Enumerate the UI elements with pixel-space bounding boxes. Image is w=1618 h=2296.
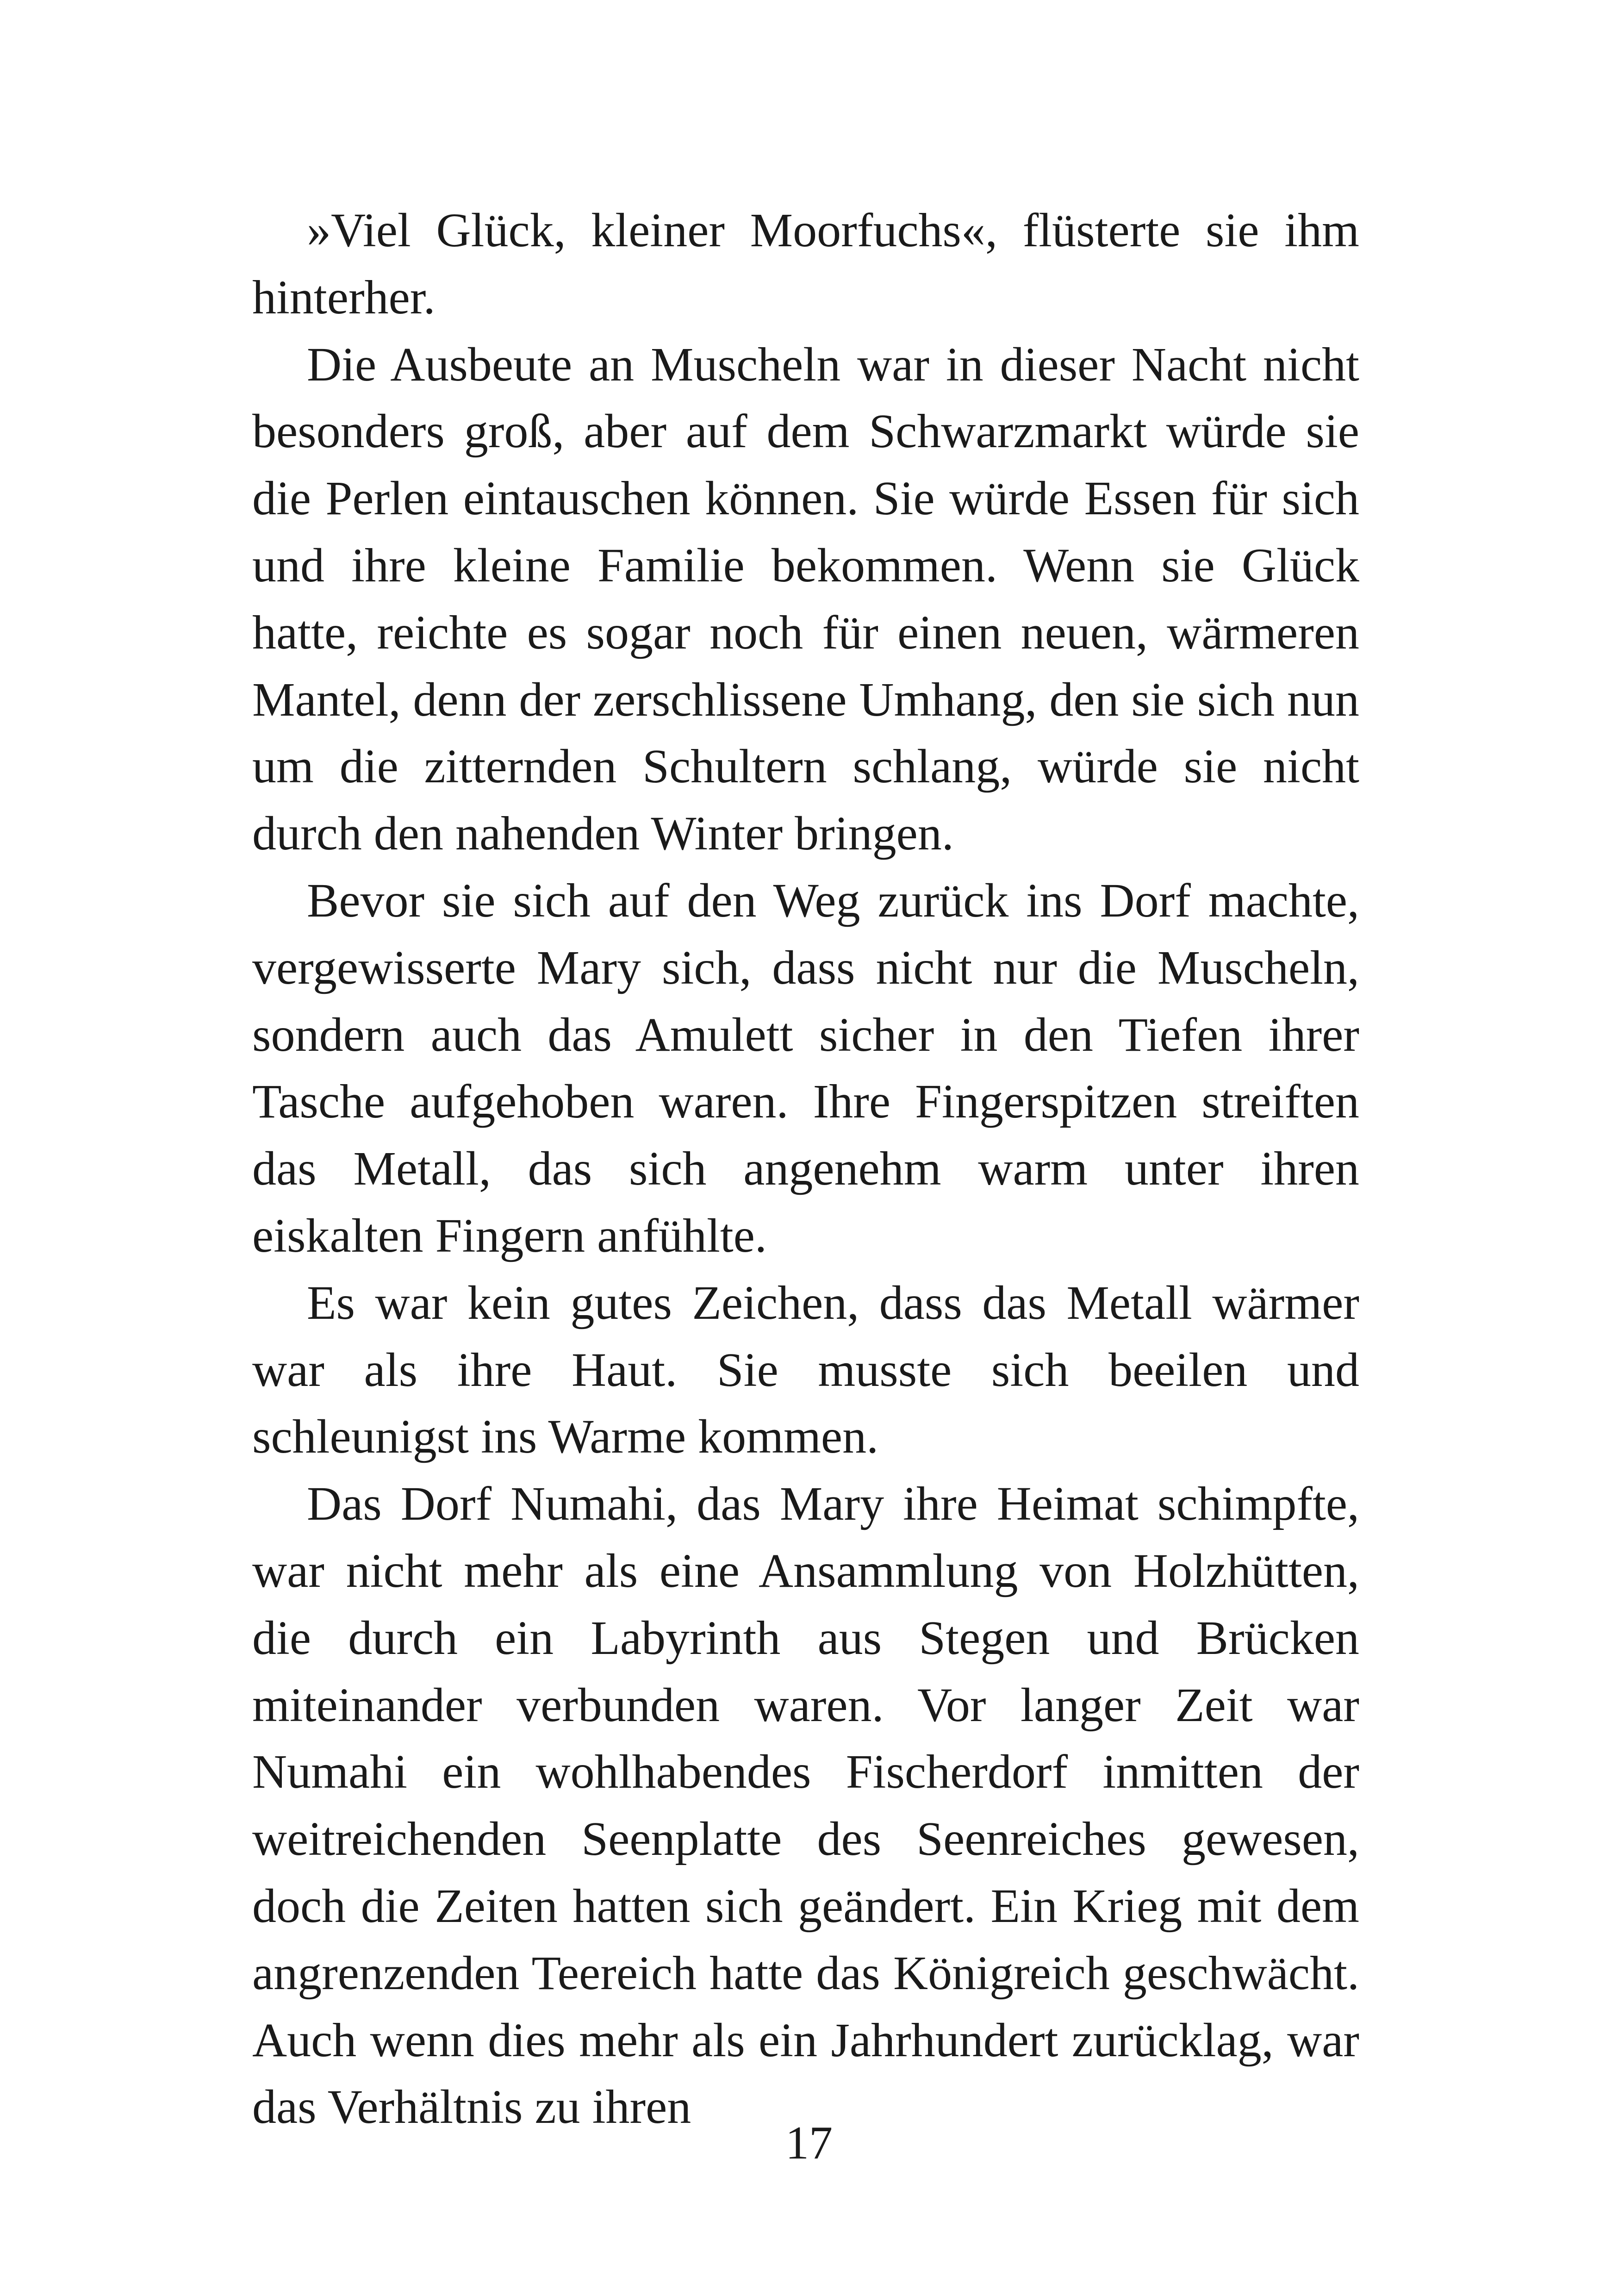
- page-number: 17: [785, 2117, 833, 2169]
- paragraph: Die Ausbeute an Muscheln war in dieser Nacht nicht besonders groß, aber auf dem Schwarzmarkt würde sie die Perlen eintauschen können. Sie würde Essen für sich und ihre kleine Familie bekommen. Wenn sie Glück hatte, reichte es sogar noch für einen neuen, wärmeren Mantel, denn der zerschlissene Umhang, den sie sich nun um die zitternden Schultern schlang, würde sie nicht durch den nahenden Winter bringen.: [252, 337, 1359, 861]
- paragraph: Das Dorf Numahi, das Mary ihre Heimat schimpfte, war nicht mehr als eine Ansammlung von Holzhütten, die durch ein Labyrinth aus Stegen und Brücken miteinander verbunden waren. Vor langer Zeit war Numahi ein wohlhabendes Fischerdorf inmitten der weitreichenden Seenplatte des Seenreiches gewesen, doch die Zeiten hatten sich geändert. Ein Krieg mit dem angrenzenden Teereich hatte das Königreich geschwächt. Auch wenn dies mehr als ein Jahrhundert zurücklag, war das Verhältnis zu ihren: [252, 1477, 1359, 2134]
- paragraph: »Viel Glück, kleiner Moorfuchs«, flüsterte sie ihm hinterher.: [252, 204, 1359, 324]
- paragraph: Bevor sie sich auf den Weg zurück ins Dorf machte, vergewisserte Mary sich, dass nicht nur die Muscheln, sondern auch das Amulett sicher in den Tiefen ihrer Tasche aufgehoben waren. Ihre Fingerspitzen streiften das Metall, das sich angenehm warm unter ihren eiskalten Fingern anfühlte.: [252, 873, 1359, 1262]
- paragraph: Es war kein gutes Zeichen, dass das Metall wärmer war als ihre Haut. Sie musste sich beeilen und schleunigst ins Warme kommen.: [252, 1276, 1359, 1464]
- body-text: [252, 197, 1359, 2141]
